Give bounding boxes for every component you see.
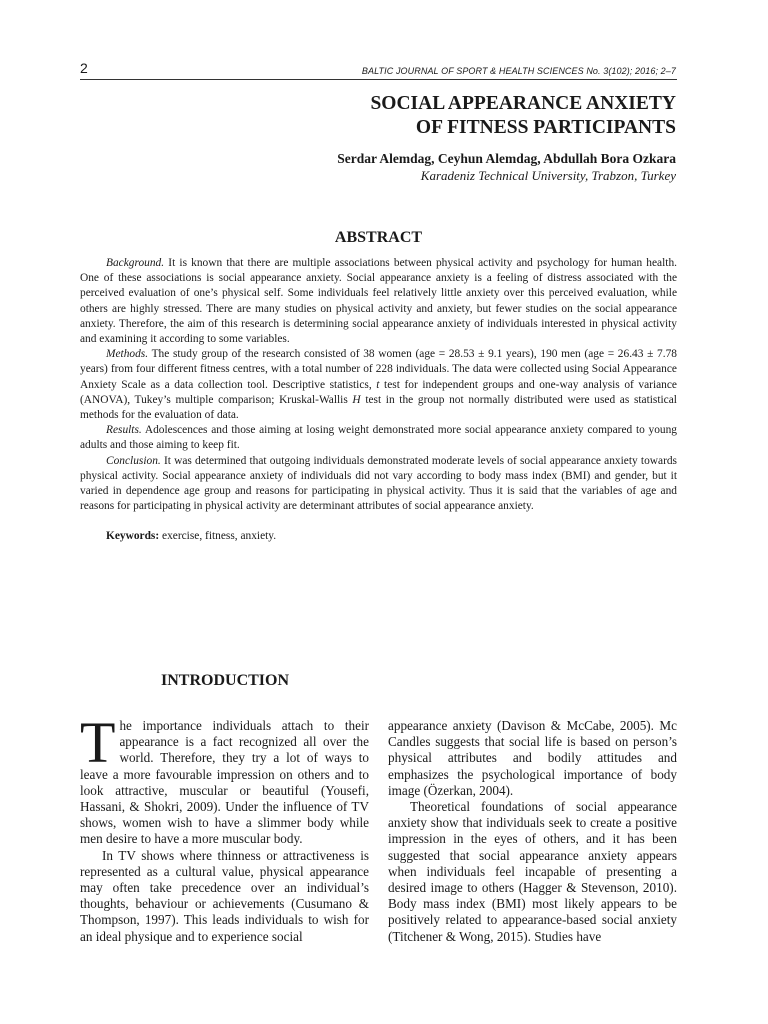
intro-column-right	[388, 718, 677, 945]
abstract-body	[80, 256, 677, 514]
methods-h-symbol: H	[352, 393, 361, 406]
methods-text-3: test in the group not normally distributed were used as statistical methods for the evaluation of data.	[80, 393, 677, 422]
methods-text-1: The study group of the research consisted of 38 women (age = 28.53 ± 9.1 years), 190 men (age = 26.43 ± 7.78 years) from four different fitness centres, with a total number of 228 individuals. The data were collected using Social Appearance Anxiety Scale as a data collection tool. Descriptive statistics,	[80, 348, 677, 391]
keywords	[106, 530, 276, 542]
intro-paragraph-3: appearance anxiety (Davison & McCabe, 2005). Mc Candles suggests that social life is based on person’s physical attributes and bodily attitudes and emphasizes the psychological importance of body image (Özerkan, 2004).	[388, 718, 677, 798]
authors: Serdar Alemdag, Ceyhun Alemdag, Abdullah Bora Ozkara	[337, 151, 676, 166]
intro-paragraph-1	[80, 710, 369, 848]
abstract-results	[80, 423, 677, 453]
abstract-heading: ABSTRACT	[334, 229, 423, 246]
results-text: Adolescences and those aiming at losing weight demonstrated more social appearance anxiety compared to young adults and those aiming to keep fit.	[80, 424, 677, 452]
article-title	[116, 92, 676, 140]
title-line-1: SOCIAL APPEARANCE ANXIETY	[370, 93, 676, 114]
abstract-conclusion	[80, 454, 677, 515]
running-head: BALTIC JOURNAL OF SPORT & HEALTH SCIENCES No. 3(102); 2016; 2–7	[361, 66, 676, 76]
header-rule	[80, 79, 677, 80]
title-line-2: OF FITNESS PARTICIPANTS	[415, 117, 676, 138]
introduction-heading: INTRODUCTION	[161, 672, 290, 689]
affiliation: Karadeniz Technical University, Trabzon, Turkey	[420, 168, 676, 183]
intro-column-left	[80, 710, 369, 945]
conclusion-label: Conclusion.	[106, 454, 161, 467]
intro-paragraph-2: In TV shows where thinness or attractiveness is represented as a cultural value, physical appearance may often take precedence over an individual’s thoughts, behaviour or achievements (Cusumano & Thompson, 1997). This leads individuals to wish for an ideal physique and to experience social	[80, 847, 369, 944]
page-number: 2	[80, 60, 88, 76]
abstract-methods	[80, 347, 677, 423]
intro-paragraph-4: Theoretical foundations of social appearance anxiety show that individuals seek to create a positive impression in the eyes of others, and it has been suggested that social appearance anxiety appears when individuals feel incapable of presenting a desired image to others (Hagger & Stevenson, 2010). Body mass index (BMI) most likely appears to be positively related to appearance-based social anxiety (Titchener & Wong, 2015). Studies have	[388, 799, 677, 944]
background-label: Background.	[106, 257, 165, 269]
conclusion-text: It was determined that outgoing individuals demonstrated moderate levels of social appearance anxiety towards physical activity. Social appearance anxiety of individuals did not vary according to body mass index (BMI) and gender, but it varied in dependence age group and reasons for participating in physical activity. Thus it is said that the variables of age and reasons for participating in physical activity are determinant attributes of social appearance anxiety.	[80, 454, 677, 513]
methods-text-2: test for independent groups and one-way analysis of variance (ANOVA), Tukey’s multiple comparison; Kruskal-Wallis	[80, 378, 677, 406]
keywords-text: exercise, fitness, anxiety.	[162, 530, 277, 542]
keywords-label: Keywords:	[106, 530, 160, 542]
drop-cap: T	[80, 710, 116, 775]
methods-label: Methods.	[106, 348, 149, 361]
results-label: Results.	[106, 424, 142, 437]
background-text: It is known that there are multiple associations between physical activity and psychology for human health. One of these associations is social appearance anxiety. Social appearance anxiety is a feeling of distress associated with the perceived evaluation of one’s physical self. Some individuals feel relatively little anxiety over this perceived evaluation, while others are highly stressed. There are many studies on physical activity and anxiety, but fewer studies on the social appearance anxiety. Therefore, the aim of this research is determining social appearance anxiety of individuals interested in physical activity and examining it according to some variables.	[80, 257, 677, 346]
intro-paragraph-1-text: he importance individuals attach to their appearance is a fact recognized all over the world. Therefore, they try a lot of ways to leave a more favourable impression on others and to look attractive, muscular or beautiful (Yousefi, Hassani, & Shokri, 2009). Under the influence of TV shows, women wish to have a slimmer body while men desire to have a more muscular body.	[80, 718, 369, 847]
methods-t-symbol: t	[376, 378, 380, 391]
abstract-background	[80, 256, 677, 347]
